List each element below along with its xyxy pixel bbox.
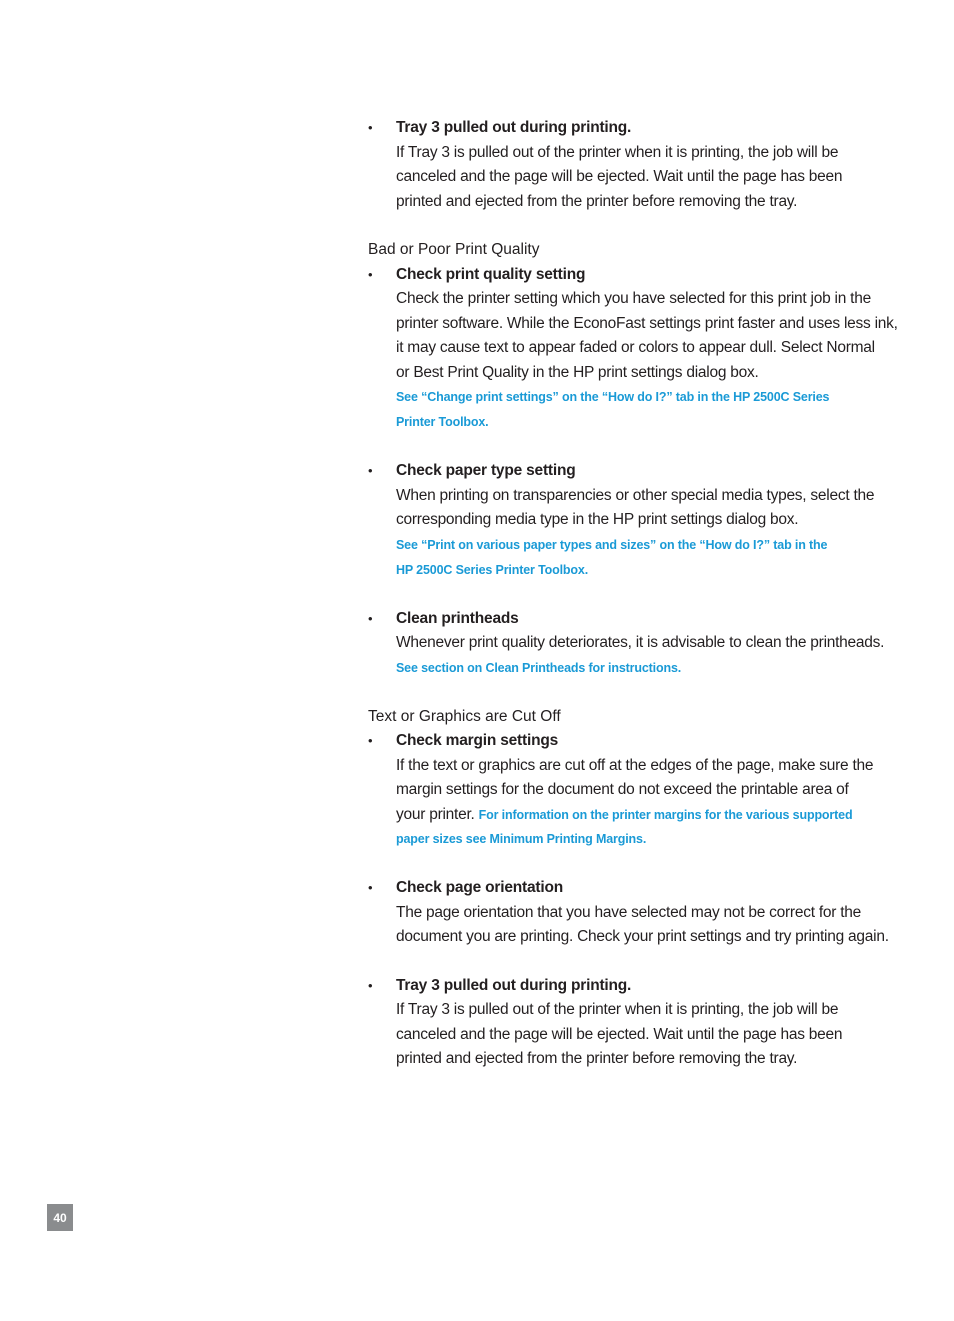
bullet: •	[368, 733, 373, 748]
item-line: printer software. While the EconoFast settings print faster and uses less ink,	[396, 314, 898, 332]
list-item-tray3-bottom	[368, 974, 898, 1072]
item-line: corresponding media type in the HP print settings dialog box.	[396, 511, 799, 528]
section-heading-print-quality: Bad or Poor Print Quality	[368, 241, 540, 258]
item-title: Check margin settings	[396, 732, 559, 749]
item-title: Check paper type setting	[396, 462, 576, 479]
item-title: Tray 3 pulled out during printing.	[396, 976, 632, 994]
item-line: When printing on transparencies or other special media types, select the	[396, 486, 875, 504]
bullet: •	[368, 610, 373, 626]
item-line: If Tray 3 is pulled out of the printer when it is printing, the job will be	[396, 1001, 839, 1018]
cross-reference-link[interactable]: See “Print on various paper types and sizes” on the “How do I?” tab in the	[396, 537, 828, 552]
item-line: it may cause text to appear faded or colors to appear dull. Select Normal	[396, 339, 875, 356]
bullet: •	[368, 880, 373, 895]
bullet: •	[368, 463, 373, 478]
item-line: If Tray 3 is pulled out of the printer when it is printing, the job will be	[396, 143, 839, 161]
item-title: Tray 3 pulled out during printing.	[396, 119, 632, 136]
item-line: canceled and the page will be ejected. Wait until the page has been	[396, 1025, 843, 1043]
item-line: canceled and the page will be ejected. Wait until the page has been	[396, 168, 843, 185]
item-line: Whenever print quality deteriorates, it is advisable to clean the printheads.	[396, 634, 885, 651]
item-line: printed and ejected from the printer before removing the tray.	[396, 1050, 798, 1067]
item-line: document you are printing. Check your print settings and try printing again.	[396, 928, 889, 945]
page-content	[368, 116, 898, 1072]
item-title: Check print quality setting	[396, 265, 586, 283]
section-heading-cut-off: Text or Graphics are Cut Off	[368, 707, 561, 725]
list-item-check-margin	[368, 729, 898, 852]
item-text: your printer.	[396, 805, 475, 823]
list-item-check-orientation	[368, 876, 898, 950]
item-line: Check the printer setting which you have selected for this print job in the	[396, 290, 871, 307]
item-line: The page orientation that you have selected may not be correct for the	[396, 903, 862, 921]
bullet: •	[368, 977, 373, 993]
item-line: or Best Print Quality in the HP print settings dialog box.	[396, 363, 759, 381]
item-title: Clean printheads	[396, 609, 519, 627]
cross-reference-link[interactable]: See section on Clean Printheads for instructions.	[396, 660, 682, 675]
list-item-clean-printheads	[368, 607, 898, 681]
item-line: If the text or graphics are cut off at the edges of the page, make sure the	[396, 756, 874, 774]
bullet: •	[368, 266, 373, 282]
list-item-check-paper	[368, 459, 898, 583]
cross-reference-link[interactable]: HP 2500C Series Printer Toolbox.	[396, 562, 589, 577]
page-number-badge: 40	[47, 1204, 73, 1231]
bullet: •	[368, 120, 373, 135]
cross-reference-link[interactable]: paper sizes see Minimum Printing Margins.	[396, 832, 647, 846]
cross-reference-link[interactable]: See “Change print settings” on the “How do I?” tab in the HP 2500C Series	[396, 390, 830, 404]
item-title: Check page orientation	[396, 879, 563, 896]
list-item-check-quality	[368, 263, 898, 436]
item-line: printed and ejected from the printer before removing the tray.	[396, 192, 798, 210]
cross-reference-link[interactable]: Printer Toolbox.	[396, 415, 489, 429]
list-item-tray3-top	[368, 116, 898, 214]
item-line: margin settings for the document do not exceed the printable area of	[396, 781, 849, 798]
cross-reference-link[interactable]: For information on the printer margins for the various supported	[478, 807, 853, 822]
item-line-mixed	[396, 803, 898, 828]
